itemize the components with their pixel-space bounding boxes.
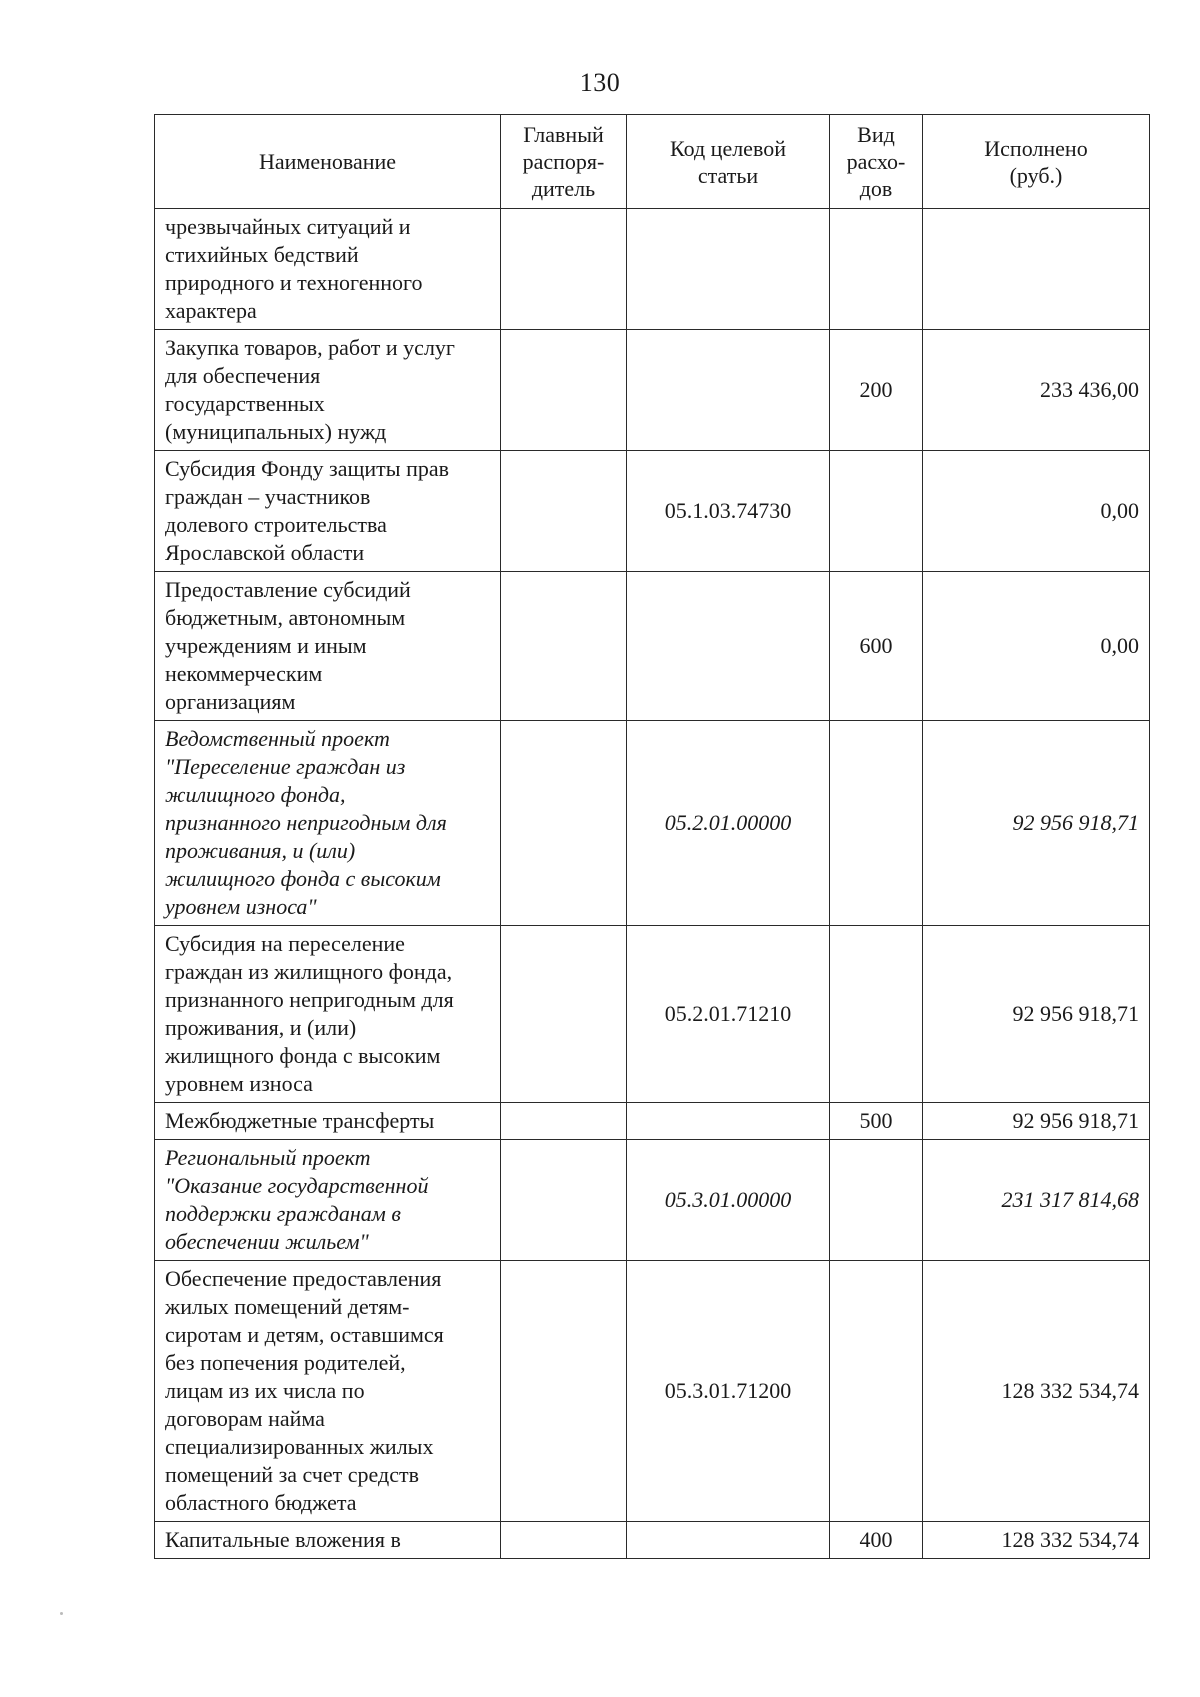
table-row [155,721,1150,926]
cell-manager [501,1522,627,1559]
cell-code: 05.2.01.00000 [627,721,830,926]
cell-manager [501,209,627,330]
cell-kind: 400 [830,1522,923,1559]
cell-manager [501,572,627,721]
cell-kind [830,721,923,926]
cell-name: Региональный проект "Оказание государственной поддержки гражданам в обеспечении жильем" [155,1140,501,1261]
cell-kind [830,209,923,330]
cell-name: Обеспечение предоставления жилых помещений детям- сиротам и детям, оставшимся без попечения родителей, лицам из их числа по договорам найма специализированных жилых помещений за счет средств областного бюджета [155,1261,501,1522]
cell-name: Закупка товаров, работ и услуг для обеспечения государственных (муниципальных) нужд [155,330,501,451]
page-number: 130 [579,68,621,97]
cell-code: 05.1.03.74730 [627,451,830,572]
cell-name: Субсидия на переселение граждан из жилищного фонда, признанного непригодным для проживания, и (или) жилищного фонда с высоким уровнем износа [155,926,501,1103]
header-name: Наименование [155,115,501,209]
cell-code: 05.3.01.71200 [627,1261,830,1522]
cell-manager [501,1103,627,1140]
cell-manager [501,721,627,926]
cell-kind: 500 [830,1103,923,1140]
budget-execution-table [154,114,1150,1559]
cell-manager [501,1140,627,1261]
cell-code: 05.2.01.71210 [627,926,830,1103]
header-manager: Главный распоря- дитель [501,115,627,209]
cell-kind: 600 [830,572,923,721]
cell-name: Ведомственный проект "Переселение граждан из жилищного фонда, признанного непригодным для проживания, и (или) жилищного фонда с высоким уровнем износа" [155,721,501,926]
table-row [155,572,1150,721]
cell-executed: 231 317 814,68 [923,1140,1150,1261]
table-row [155,209,1150,330]
table-body [155,209,1150,1559]
table-header-row [155,115,1150,209]
cell-executed: 0,00 [923,572,1150,721]
cell-name: чрезвычайных ситуаций и стихийных бедствий природного и техногенного характера [155,209,501,330]
cell-code [627,209,830,330]
scan-artifact [60,1612,63,1615]
cell-code [627,330,830,451]
table-row [155,451,1150,572]
cell-kind: 200 [830,330,923,451]
cell-manager [501,926,627,1103]
table-row [155,926,1150,1103]
cell-executed: 92 956 918,71 [923,926,1150,1103]
header-kind: Вид расхо- дов [830,115,923,209]
cell-executed: 128 332 534,74 [923,1522,1150,1559]
cell-executed: 92 956 918,71 [923,721,1150,926]
cell-code [627,1103,830,1140]
table-row [155,1140,1150,1261]
cell-manager [501,1261,627,1522]
cell-executed: 128 332 534,74 [923,1261,1150,1522]
cell-name: Субсидия Фонду защиты прав граждан – участников долевого строительства Ярославской области [155,451,501,572]
header-code: Код целевой статьи [627,115,830,209]
cell-code: 05.3.01.00000 [627,1140,830,1261]
header-executed: Исполнено (руб.) [923,115,1150,209]
cell-executed: 233 436,00 [923,330,1150,451]
cell-manager [501,451,627,572]
cell-name: Предоставление субсидий бюджетным, автономным учреждениям и иным некоммерческим организациям [155,572,501,721]
cell-code [627,572,830,721]
cell-kind [830,1261,923,1522]
cell-kind [830,1140,923,1261]
cell-executed: 0,00 [923,451,1150,572]
cell-kind [830,451,923,572]
table-row [155,1103,1150,1140]
table-row [155,1522,1150,1559]
table-row [155,330,1150,451]
cell-executed [923,209,1150,330]
cell-name: Капитальные вложения в [155,1522,501,1559]
cell-name: Межбюджетные трансферты [155,1103,501,1140]
cell-executed: 92 956 918,71 [923,1103,1150,1140]
cell-manager [501,330,627,451]
cell-kind [830,926,923,1103]
table-row [155,1261,1150,1522]
cell-code [627,1522,830,1559]
